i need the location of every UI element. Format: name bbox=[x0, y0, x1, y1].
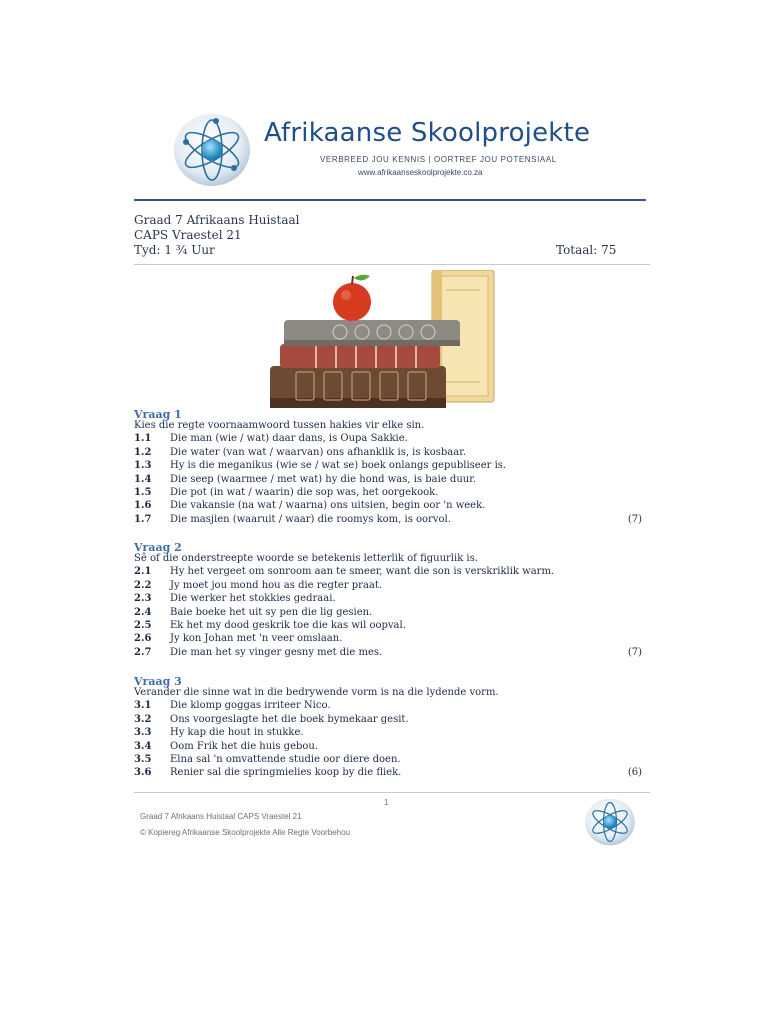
website-link[interactable]: www.afrikaanseskoolprojekte.co.za bbox=[358, 168, 483, 177]
item-text: Die pot (in wat / waarin) die sop was, het oorgekook. bbox=[170, 487, 439, 498]
item-number: 2.1 bbox=[134, 566, 152, 578]
item-text: Hy is die meganikus (wie se / wat se) boek onlangs gepubliseer is. bbox=[170, 460, 507, 472]
item-text: Oom Frik het die huis gebou. bbox=[170, 740, 319, 752]
item-text: Jy moet jou mond hou as die regter praat. bbox=[170, 579, 383, 591]
item-number: 2.3 bbox=[134, 593, 152, 605]
page-number: 1 bbox=[384, 798, 389, 807]
question-item bbox=[134, 607, 644, 620]
question-item bbox=[134, 514, 644, 527]
question-item bbox=[134, 741, 644, 754]
question-item bbox=[134, 647, 644, 660]
item-text: Die water (van wat / waarvan) ons afhanklik is, is kosbaar. bbox=[170, 446, 467, 458]
item-text: Renier sal die springmielies koop by die fliek. bbox=[170, 767, 402, 779]
footer-divider bbox=[134, 792, 650, 793]
item-number: 1.7 bbox=[134, 513, 152, 525]
item-number: 1.5 bbox=[134, 487, 152, 498]
total-marks: Totaal: 75 bbox=[556, 243, 617, 257]
item-text: Baie boeke het uit sy pen die lig gesien. bbox=[170, 606, 373, 618]
item-number: 3.3 bbox=[134, 727, 152, 739]
question-item bbox=[134, 487, 644, 500]
item-text: Hy kap die hout in stukke. bbox=[170, 727, 304, 739]
item-number: 2.5 bbox=[134, 620, 152, 631]
books-with-apple-illustration bbox=[266, 270, 502, 410]
item-number: 3.5 bbox=[134, 754, 152, 765]
item-text: Elna sal 'n omvattende studie oor diere doen. bbox=[170, 754, 401, 765]
atom-globe-logo-icon bbox=[172, 112, 252, 188]
header-divider bbox=[134, 199, 646, 201]
item-number: 2.7 bbox=[134, 646, 152, 658]
item-number: 1.3 bbox=[134, 460, 152, 472]
paper-line: CAPS Vraestel 21 bbox=[134, 228, 242, 242]
item-number: 1.2 bbox=[134, 446, 152, 458]
question-item bbox=[134, 700, 644, 713]
item-number: 1.1 bbox=[134, 433, 152, 445]
question-item bbox=[134, 566, 644, 579]
brand-title: Afrikaanse Skoolprojekte bbox=[264, 118, 591, 148]
question-instruction: Verander die sinne wat in die bedrywende vorm is na die lydende vorm. bbox=[134, 687, 499, 698]
question-item bbox=[134, 474, 644, 487]
item-number: 1.4 bbox=[134, 473, 152, 485]
question-instruction: Sê of die onderstreepte woorde se betekenis letterlik of figuurlik is. bbox=[134, 553, 478, 564]
item-number: 3.1 bbox=[134, 700, 152, 712]
item-text: Die werker het stokkies gedraai. bbox=[170, 593, 336, 605]
question-heading: Vraag 3 bbox=[134, 675, 182, 688]
question-marks: (7) bbox=[627, 513, 642, 525]
item-number: 2.2 bbox=[134, 579, 152, 591]
item-text: Jy kon Johan met 'n veer omslaan. bbox=[170, 633, 343, 645]
brand-tagline: VERBREED JOU KENNIS | OORTREF JOU POTENSIAAL bbox=[320, 155, 557, 164]
question-item bbox=[134, 714, 644, 727]
question-item bbox=[134, 580, 644, 593]
time-line: Tyd: 1 ¾ Uur bbox=[134, 243, 215, 257]
item-text: Die vakansie (na wat / waarna) ons uitsien, begin oor 'n week. bbox=[170, 500, 486, 512]
item-number: 2.4 bbox=[134, 606, 152, 618]
item-number: 1.6 bbox=[134, 500, 152, 512]
question-heading: Vraag 1 bbox=[134, 408, 182, 421]
question-item bbox=[134, 593, 644, 606]
item-text: Die man (wie / wat) daar dans, is Oupa Sakkie. bbox=[170, 433, 408, 445]
question-item bbox=[134, 447, 644, 460]
item-text: Hy het vergeet om sonroom aan te smeer, want die son is verskriklik warm. bbox=[170, 566, 555, 578]
item-number: 3.6 bbox=[134, 767, 152, 779]
meta-divider bbox=[134, 264, 650, 265]
item-text: Ons voorgeslagte het die boek bymekaar gesit. bbox=[170, 713, 409, 725]
atom-globe-logo-icon bbox=[584, 797, 636, 847]
footer-copyright: © Kopiereg Afrikaanse Skoolprojekte Alle Regte Voorbehou bbox=[140, 828, 351, 837]
item-text: Die seep (waarmee / met wat) hy die hond was, is baie duur. bbox=[170, 473, 477, 485]
question-marks: (6) bbox=[627, 767, 642, 779]
question-item bbox=[134, 767, 644, 780]
item-number: 3.4 bbox=[134, 740, 152, 752]
question-item bbox=[134, 754, 644, 767]
item-number: 2.6 bbox=[134, 633, 152, 645]
item-text: Die klomp goggas irriteer Nico. bbox=[170, 700, 331, 712]
question-item bbox=[134, 620, 644, 633]
item-text: Ek het my dood geskrik toe die kas wil oopval. bbox=[170, 620, 406, 631]
question-heading: Vraag 2 bbox=[134, 541, 182, 554]
question-item bbox=[134, 727, 644, 740]
item-text: Die masjien (waaruit / waar) die roomys kom, is oorvol. bbox=[170, 513, 451, 525]
item-number: 3.2 bbox=[134, 713, 152, 725]
subject-line: Graad 7 Afrikaans Huistaal bbox=[134, 213, 300, 227]
question-item bbox=[134, 500, 644, 513]
question-marks: (7) bbox=[627, 646, 642, 658]
question-item bbox=[134, 633, 644, 646]
question-item bbox=[134, 460, 644, 473]
item-text: Die man het sy vinger gesny met die mes. bbox=[170, 646, 383, 658]
question-item bbox=[134, 433, 644, 446]
question-instruction: Kies die regte voornaamwoord tussen hakies vir elke sin. bbox=[134, 420, 425, 431]
footer-title: Graad 7 Afrikaans Huistaal CAPS Vraestel 21 bbox=[140, 812, 302, 821]
